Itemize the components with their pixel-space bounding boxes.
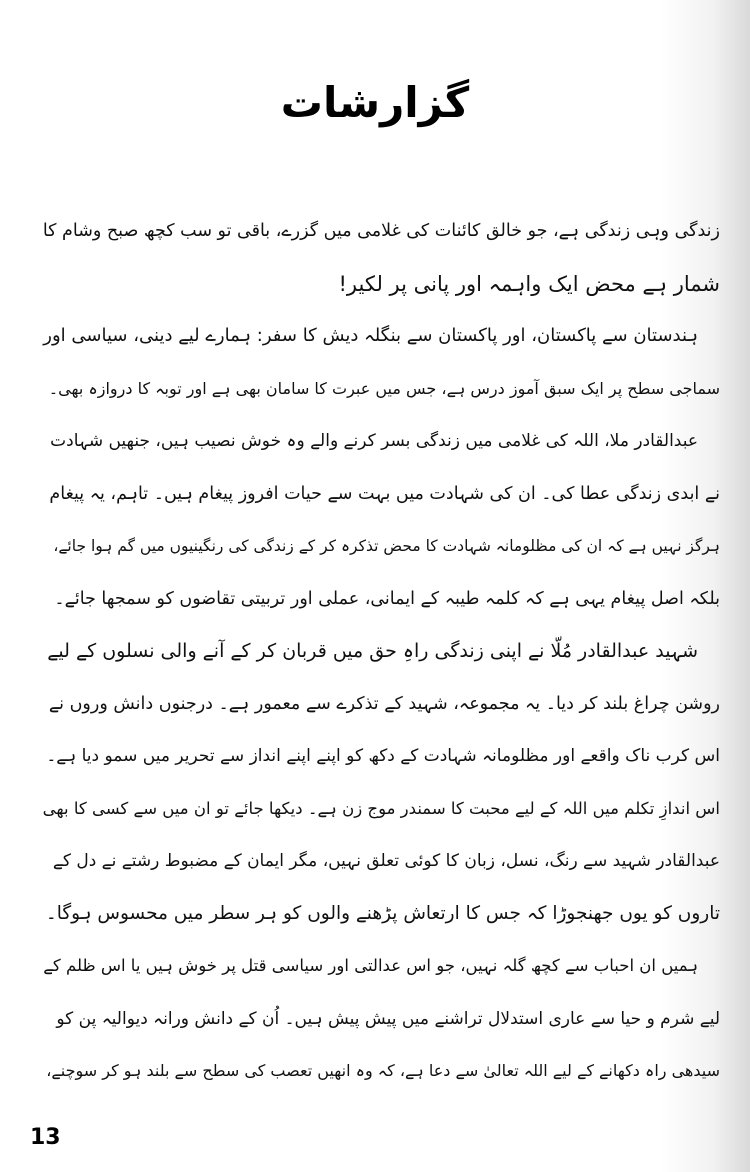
text-line: روشن چراغ بلند کر دیا۔ یہ مجموعہ، شہید کے تذکرے سے معمور ہے۔ درجنوں دانش وروں نے xyxy=(48,693,720,714)
text-line: ہندستان سے پاکستان، اور پاکستان سے بنگلہ دیش کا سفر: ہمارے لیے دینی، سیاسی اور xyxy=(43,325,698,346)
text-line: عبدالقادر ملا، اللہ کی غلامی میں زندگی بسر کرنے والے وہ خوش نصیب ہیں، جنھیں شہادت xyxy=(50,431,698,451)
text-line: نے ابدی زندگی عطا کی۔ ان کی شہادت میں بہت سے حیات افروز پیغام ہیں۔ تاہم، یہ پیغام xyxy=(49,483,720,504)
text-line: لیے شرم و حیا سے عاری استدلال تراشنے میں پیش پیش ہیں۔ اُن کے دانش ورانہ دیوالیہ پن کو xyxy=(56,1008,720,1029)
text-line: ہمیں ان احباب سے کچھ گلہ نہیں، جو اس عدالتی اور سیاسی قتل پر خوش ہیں یا اس ظلم کے xyxy=(43,956,698,975)
text-line: تاروں کو یوں جھنجوڑا کہ جس کا ارتعاش پڑھنے والوں کو ہر سطر میں محسوس ہوگا۔ xyxy=(45,902,720,924)
page-number: 13 xyxy=(30,1125,61,1150)
text-line: اس اندازِ تکلم میں اللہ کے لیے محبت کا سمندر موج زن ہے۔ دیکھا جائے تو ان میں سے کسی کا بھی xyxy=(42,798,720,818)
text-line: عبدالقادر شہید سے رنگ، نسل، زبان کا کوئی تعلق نہیں، مگر ایمان کے مضبوط رشتے نے دل کے xyxy=(52,851,720,871)
page-title: گزارشات xyxy=(280,78,470,127)
text-line: سماجی سطح پر ایک سبق آموز درس ہے، جس میں عبرت کا سامان بھی ہے اور توبہ کا دروازہ بھی۔ xyxy=(48,378,720,398)
text-line: ہرگز نہیں ہے کہ ان کی مظلومانہ شہادت کا محض تذکرہ کر کے زندگی کی رنگینیوں میں گم ہوا جائے، xyxy=(53,537,720,555)
text-line: اس کرب ناک واقعے اور مظلومانہ شہادت کے دکھ کو اپنے اپنے انداز سے تحریر میں سمو دیا ہے۔ xyxy=(46,746,720,766)
text-line: شہید عبدالقادر مُلّا نے اپنی زندگی راہِ حق میں قربان کر کے آنے والی نسلوں کے لیے xyxy=(47,640,698,662)
body-text xyxy=(40,205,720,1098)
text-line: بلکہ اصل پیغام یہی ہے کہ کلمہ طیبہ کے ایمانی، عملی اور تربیتی تقاضوں کو سمجھا جائے۔ xyxy=(54,588,720,609)
text-line: سیدھی راہ دکھانے کے لیے اللہ تعالیٰ سے دعا ہے، کہ وہ انھیں تعصب کی سطح سے بلند ہو کر سوچنے، xyxy=(46,1061,720,1080)
text-line: زندگی وہی زندگی ہے، جو خالق کائنات کی غلامی میں گزرے، باقی تو سب کچھ صبح وشام کا xyxy=(42,221,720,241)
text-line: شمار ہے محض ایک واہمہ اور پانی پر لکیر! xyxy=(338,271,720,296)
